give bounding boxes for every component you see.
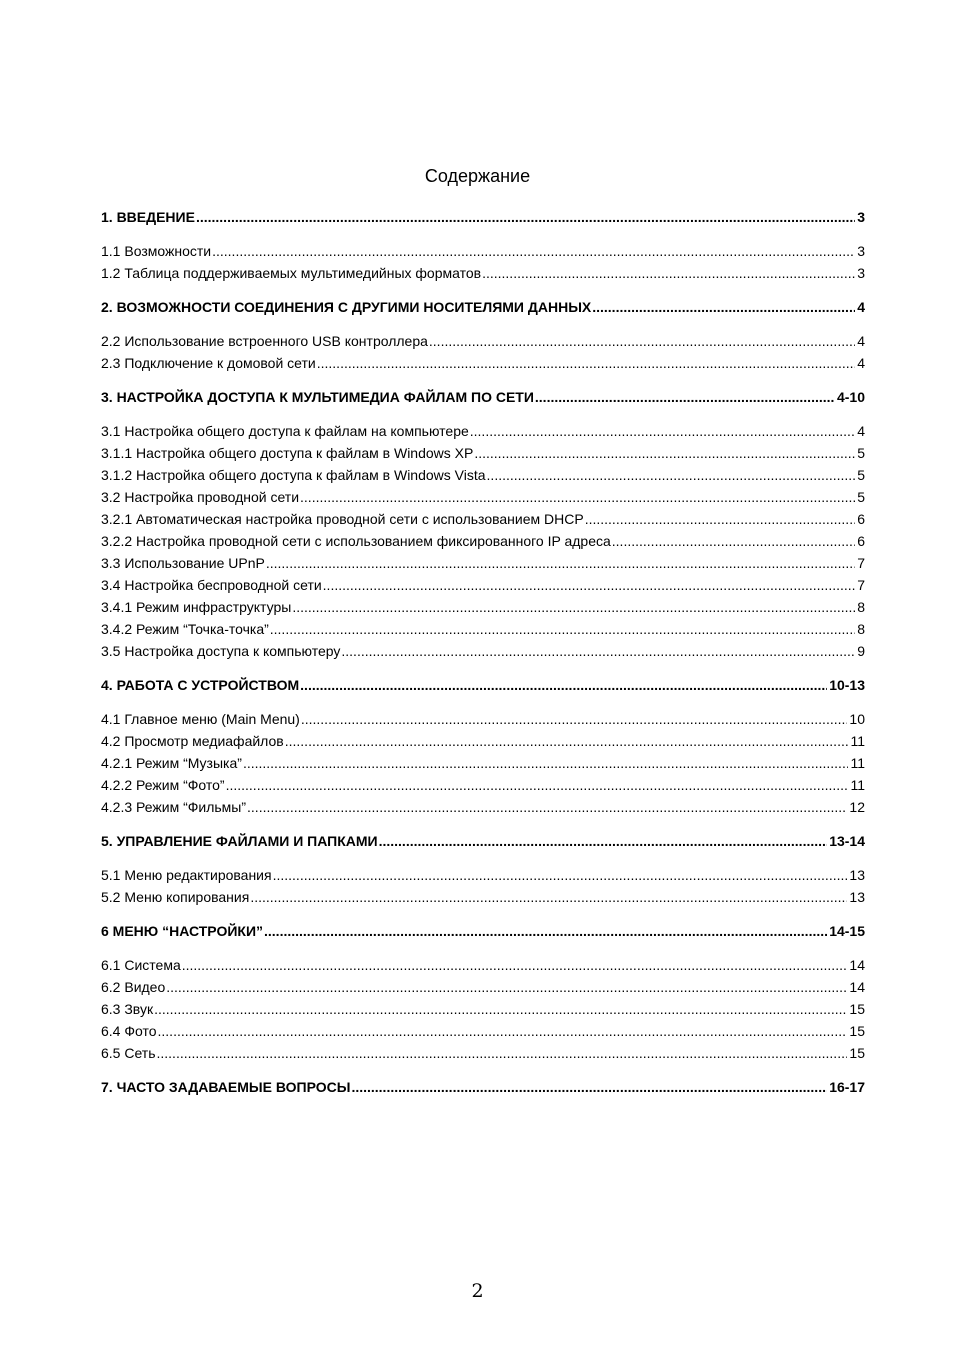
dot-leader <box>316 352 855 374</box>
toc-entry-label: 5.2 Меню копирования <box>101 889 250 905</box>
dot-leader <box>153 998 847 1020</box>
dot-leader <box>428 330 855 352</box>
toc-entry-label: 4.2 Просмотр медиафайлов <box>101 733 284 749</box>
section-gap <box>101 374 865 386</box>
toc-section-entry[interactable] <box>101 830 865 852</box>
toc-subsection-entry[interactable] <box>101 596 865 618</box>
section-gap <box>101 662 865 674</box>
toc-entry-page: 11 <box>850 755 865 771</box>
section-gap <box>101 818 865 830</box>
toc-subsection-entry[interactable] <box>101 864 865 886</box>
toc-entry-page: 5 <box>857 467 865 483</box>
dot-leader <box>263 920 827 942</box>
section-gap <box>101 696 865 708</box>
toc-entry-label: 3.1 Настройка общего доступа к файлам на компьютере <box>101 423 469 439</box>
toc-entry-page: 12 <box>849 799 865 815</box>
dot-leader <box>291 596 855 618</box>
table-of-contents <box>101 206 865 1098</box>
toc-subsection-entry[interactable] <box>101 730 865 752</box>
toc-subsection-entry[interactable] <box>101 1020 865 1042</box>
toc-subsection-entry[interactable] <box>101 464 865 486</box>
dot-leader <box>299 674 827 696</box>
toc-entry-page: 15 <box>849 1001 865 1017</box>
toc-entry-label: 3.4.1 Режим инфраструктуры <box>101 599 292 615</box>
toc-entry-page: 3 <box>857 265 865 281</box>
toc-entry-page: 10-13 <box>829 677 865 693</box>
toc-entry-label: 3. НАСТРОЙКА ДОСТУПА К МУЛЬТИМЕДИА ФАЙЛАМ ПО СЕТИ <box>101 389 534 405</box>
toc-entry-page: 11 <box>850 733 865 749</box>
toc-section-entry[interactable] <box>101 920 865 942</box>
toc-subsection-entry[interactable] <box>101 552 865 574</box>
toc-subsection-entry[interactable] <box>101 618 865 640</box>
toc-subsection-entry[interactable] <box>101 262 865 284</box>
toc-entry-page: 9 <box>857 643 865 659</box>
dot-leader <box>322 574 856 596</box>
toc-entry-page: 8 <box>857 621 865 637</box>
toc-subsection-entry[interactable] <box>101 796 865 818</box>
toc-subsection-entry[interactable] <box>101 240 865 262</box>
section-gap <box>101 942 865 954</box>
toc-subsection-entry[interactable] <box>101 954 865 976</box>
toc-entry-label: 3.4 Настройка беспроводной сети <box>101 577 322 593</box>
toc-subsection-entry[interactable] <box>101 442 865 464</box>
toc-entry-page: 16-17 <box>829 1079 865 1095</box>
toc-subsection-entry[interactable] <box>101 420 865 442</box>
section-gap <box>101 408 865 420</box>
toc-entry-label: 3.1.1 Настройка общего доступа к файлам в Windows XP <box>101 445 474 461</box>
toc-entry-page: 4 <box>857 299 865 315</box>
toc-entry-page: 14-15 <box>829 923 865 939</box>
toc-subsection-entry[interactable] <box>101 752 865 774</box>
toc-subsection-entry[interactable] <box>101 886 865 908</box>
toc-entry-label: 6.5 Сеть <box>101 1045 156 1061</box>
dot-leader <box>265 552 855 574</box>
toc-entry-label: 6.4 Фото <box>101 1023 157 1039</box>
toc-entry-label: 3.2.1 Автоматическая настройка проводной сети с использованием DHCP <box>101 511 584 527</box>
toc-entry-label: 2.2 Использование встроенного USB контроллера <box>101 333 428 349</box>
toc-entry-label: 2.3 Подключение к домовой сети <box>101 355 316 371</box>
toc-entry-page: 10 <box>849 711 865 727</box>
toc-entry-page: 3 <box>857 243 865 259</box>
toc-entry-label: 1. ВВЕДЕНИЕ <box>101 209 195 225</box>
toc-entry-label: 1.2 Таблица поддерживаемых мультимедийных форматов <box>101 265 482 281</box>
toc-entry-label: 3.2.2 Настройка проводной сети с использованием фиксированного IP адреса <box>101 533 611 549</box>
toc-subsection-entry[interactable] <box>101 1042 865 1064</box>
toc-entry-label: 4. РАБОТА С УСТРОЙСТВОМ <box>101 677 300 693</box>
toc-entry-page: 11 <box>850 777 865 793</box>
toc-entry-page: 3 <box>857 209 865 225</box>
toc-entry-page: 5 <box>857 489 865 505</box>
toc-subsection-entry[interactable] <box>101 574 865 596</box>
section-gap <box>101 228 865 240</box>
dot-leader <box>249 886 847 908</box>
toc-entry-page: 7 <box>857 577 865 593</box>
section-gap <box>101 284 865 296</box>
toc-entry-page: 8 <box>857 599 865 615</box>
toc-entry-label: 4.2.1 Режим “Музыка” <box>101 755 242 771</box>
dot-leader <box>246 796 847 818</box>
dot-leader <box>378 830 828 852</box>
toc-subsection-entry[interactable] <box>101 530 865 552</box>
toc-entry-page: 15 <box>849 1045 865 1061</box>
toc-subsection-entry[interactable] <box>101 774 865 796</box>
toc-entry-page: 6 <box>857 533 865 549</box>
dot-leader <box>473 442 855 464</box>
toc-entry-label: 5. УПРАВЛЕНИЕ ФАЙЛАМИ И ПАПКАМИ <box>101 833 378 849</box>
dot-leader <box>350 1076 827 1098</box>
toc-subsection-entry[interactable] <box>101 708 865 730</box>
toc-section-entry[interactable] <box>101 296 865 318</box>
toc-entry-page: 4 <box>857 333 865 349</box>
dot-leader <box>591 296 855 318</box>
toc-entry-label: 3.4.2 Режим “Точка-точка” <box>101 621 269 637</box>
dot-leader <box>611 530 855 552</box>
toc-subsection-entry[interactable] <box>101 486 865 508</box>
toc-subsection-entry[interactable] <box>101 640 865 662</box>
dot-leader <box>534 386 835 408</box>
toc-section-entry[interactable] <box>101 1076 865 1098</box>
dot-leader <box>486 464 856 486</box>
toc-entry-page: 5 <box>857 445 865 461</box>
dot-leader <box>269 618 855 640</box>
dot-leader <box>284 730 849 752</box>
toc-entry-label: 3.2 Настройка проводной сети <box>101 489 300 505</box>
dot-leader <box>242 752 849 774</box>
toc-section-entry[interactable] <box>101 674 865 696</box>
toc-entry-page: 4-10 <box>836 389 865 405</box>
toc-entry-label: 3.3 Использование UPnP <box>101 555 265 571</box>
toc-entry-label: 2. ВОЗМОЖНОСТИ СОЕДИНЕНИЯ С ДРУГИМИ НОСИТЕЛЯМИ ДАННЫХ <box>101 299 592 315</box>
toc-entry-page: 13-14 <box>829 833 865 849</box>
section-gap <box>101 852 865 864</box>
dot-leader <box>156 1042 848 1064</box>
toc-entry-label: 5.1 Меню редактирования <box>101 867 272 883</box>
dot-leader <box>300 708 848 730</box>
toc-entry-page: 7 <box>857 555 865 571</box>
toc-entry-page: 4 <box>857 423 865 439</box>
toc-entry-page: 13 <box>849 889 865 905</box>
page-title: Содержание <box>424 166 531 186</box>
toc-entry-page: 14 <box>849 957 865 973</box>
toc-subsection-entry[interactable] <box>101 508 865 530</box>
toc-entry-label: 4.2.2 Режим “Фото” <box>101 777 225 793</box>
toc-entry-label: 3.1.2 Настройка общего доступа к файлам в Windows Vista <box>101 467 486 483</box>
toc-entry-label: 4.1 Главное меню (Main Menu) <box>101 711 300 727</box>
toc-entry-label: 6.3 Звук <box>101 1001 154 1017</box>
toc-section-entry[interactable] <box>101 386 865 408</box>
dot-leader <box>165 976 847 998</box>
dot-leader <box>584 508 856 530</box>
dot-leader <box>195 206 855 228</box>
dot-leader <box>211 240 855 262</box>
toc-entry-page: 14 <box>849 979 865 995</box>
page-number: 2 <box>471 1280 484 1302</box>
toc-subsection-entry[interactable] <box>101 352 865 374</box>
toc-subsection-entry[interactable] <box>101 976 865 998</box>
toc-entry-label: 6 МЕНЮ “НАСТРОЙКИ” <box>101 923 264 939</box>
dot-leader <box>272 864 848 886</box>
dot-leader <box>340 640 855 662</box>
toc-entry-page: 4 <box>857 355 865 371</box>
dot-leader <box>225 774 849 796</box>
toc-entry-label: 7. ЧАСТО ЗАДАВАЕМЫЕ ВОПРОСЫ <box>101 1079 351 1095</box>
toc-section-entry[interactable] <box>101 206 865 228</box>
section-gap <box>101 318 865 330</box>
section-gap <box>101 1064 865 1076</box>
toc-subsection-entry[interactable] <box>101 330 865 352</box>
toc-subsection-entry[interactable] <box>101 998 865 1020</box>
toc-entry-label: 6.1 Система <box>101 957 181 973</box>
toc-entry-label: 6.2 Видео <box>101 979 166 995</box>
toc-entry-page: 6 <box>857 511 865 527</box>
dot-leader <box>481 262 855 284</box>
dot-leader <box>181 954 848 976</box>
toc-entry-label: 3.5 Настройка доступа к компьютеру <box>101 643 341 659</box>
dot-leader <box>157 1020 848 1042</box>
toc-entry-label: 4.2.3 Режим “Фильмы” <box>101 799 247 815</box>
toc-entry-page: 15 <box>849 1023 865 1039</box>
dot-leader <box>469 420 855 442</box>
toc-entry-label: 1.1 Возможности <box>101 243 212 259</box>
dot-leader <box>299 486 855 508</box>
section-gap <box>101 908 865 920</box>
toc-entry-page: 13 <box>849 867 865 883</box>
